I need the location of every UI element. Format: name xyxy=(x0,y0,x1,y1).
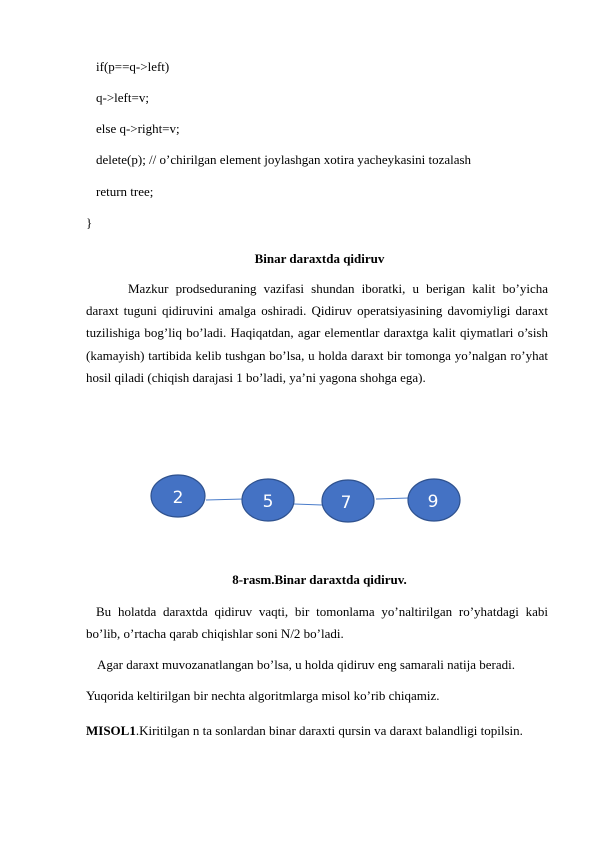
code-line-delete: delete(p); // o’chirilgan element joylashgan xotira yacheykasini tozalash xyxy=(96,152,472,167)
node-label-7: 7 xyxy=(340,493,352,513)
node-label-9: 9 xyxy=(427,492,439,512)
example-label: MISOL1 xyxy=(86,723,136,738)
edge-2-5 xyxy=(206,499,244,500)
figure-caption: 8-rasm.Binar daraxtda qidiruv. xyxy=(232,572,407,587)
code-line-return: return tree; xyxy=(96,184,154,199)
code-line-if: if(p==q->left) xyxy=(96,59,170,74)
code-line-left-assign: q->left=v; xyxy=(96,90,149,105)
section-title: Binar daraxtda qidiruv xyxy=(254,251,385,266)
node-label-2: 2 xyxy=(172,488,184,508)
binary-tree-diagram xyxy=(0,470,595,532)
paragraph-balanced: Agar daraxt muvozanatlangan bo’lsa, u holda qidiruv eng samarali natija beradi. xyxy=(97,657,516,672)
example-text: .Kiritilgan n ta sonlardan binar daraxti qursin va daraxt balandligi topilsin. xyxy=(135,723,523,738)
tree-node-9 xyxy=(408,479,460,521)
code-close-brace: } xyxy=(86,215,93,230)
paragraph-examples-intro: Yuqorida keltirilgan bir nechta algoritmlarga misol ko’rib chiqamiz. xyxy=(86,688,440,703)
paragraph-search-time: Bu holatda daraxtda qidiruv vaqti, bir tomonlama yo’naltirilgan ro’yhatdagi kabi bo’lib, o’rtacha qarab chiqishlar soni N/2 bo’ladi. xyxy=(86,604,548,642)
paragraph-intro: Mazkur prodseduraning vazifasi shundan iboratki, u berigan kalit bo’yicha daraxt tuguni qidiruvini amalga oshiradi. Qidiruv operatsiyasining davomiyligi daraxt tuzilishiga bog’liq bo’ladi. Haqiqatdan, agar elementlar daraxtga kalit qiymatlari o’sish (kamayish) tartibida kelib tushgan bo’lsa, u holda daraxt bir tomonga yo’nalgan ro’yhat hosil qiladi (chiqish darajasi 1 bo’ladi, ya’ni yagona shohga ega). xyxy=(86,281,548,385)
tree-node-5 xyxy=(242,479,294,521)
edge-5-7 xyxy=(294,504,322,505)
edge-7-9 xyxy=(376,498,409,499)
tree-node-2 xyxy=(151,475,205,517)
node-label-5: 5 xyxy=(262,492,274,512)
tree-node-7 xyxy=(322,480,374,522)
example-block xyxy=(86,720,548,742)
code-line-else: else q->right=v; xyxy=(96,121,180,136)
